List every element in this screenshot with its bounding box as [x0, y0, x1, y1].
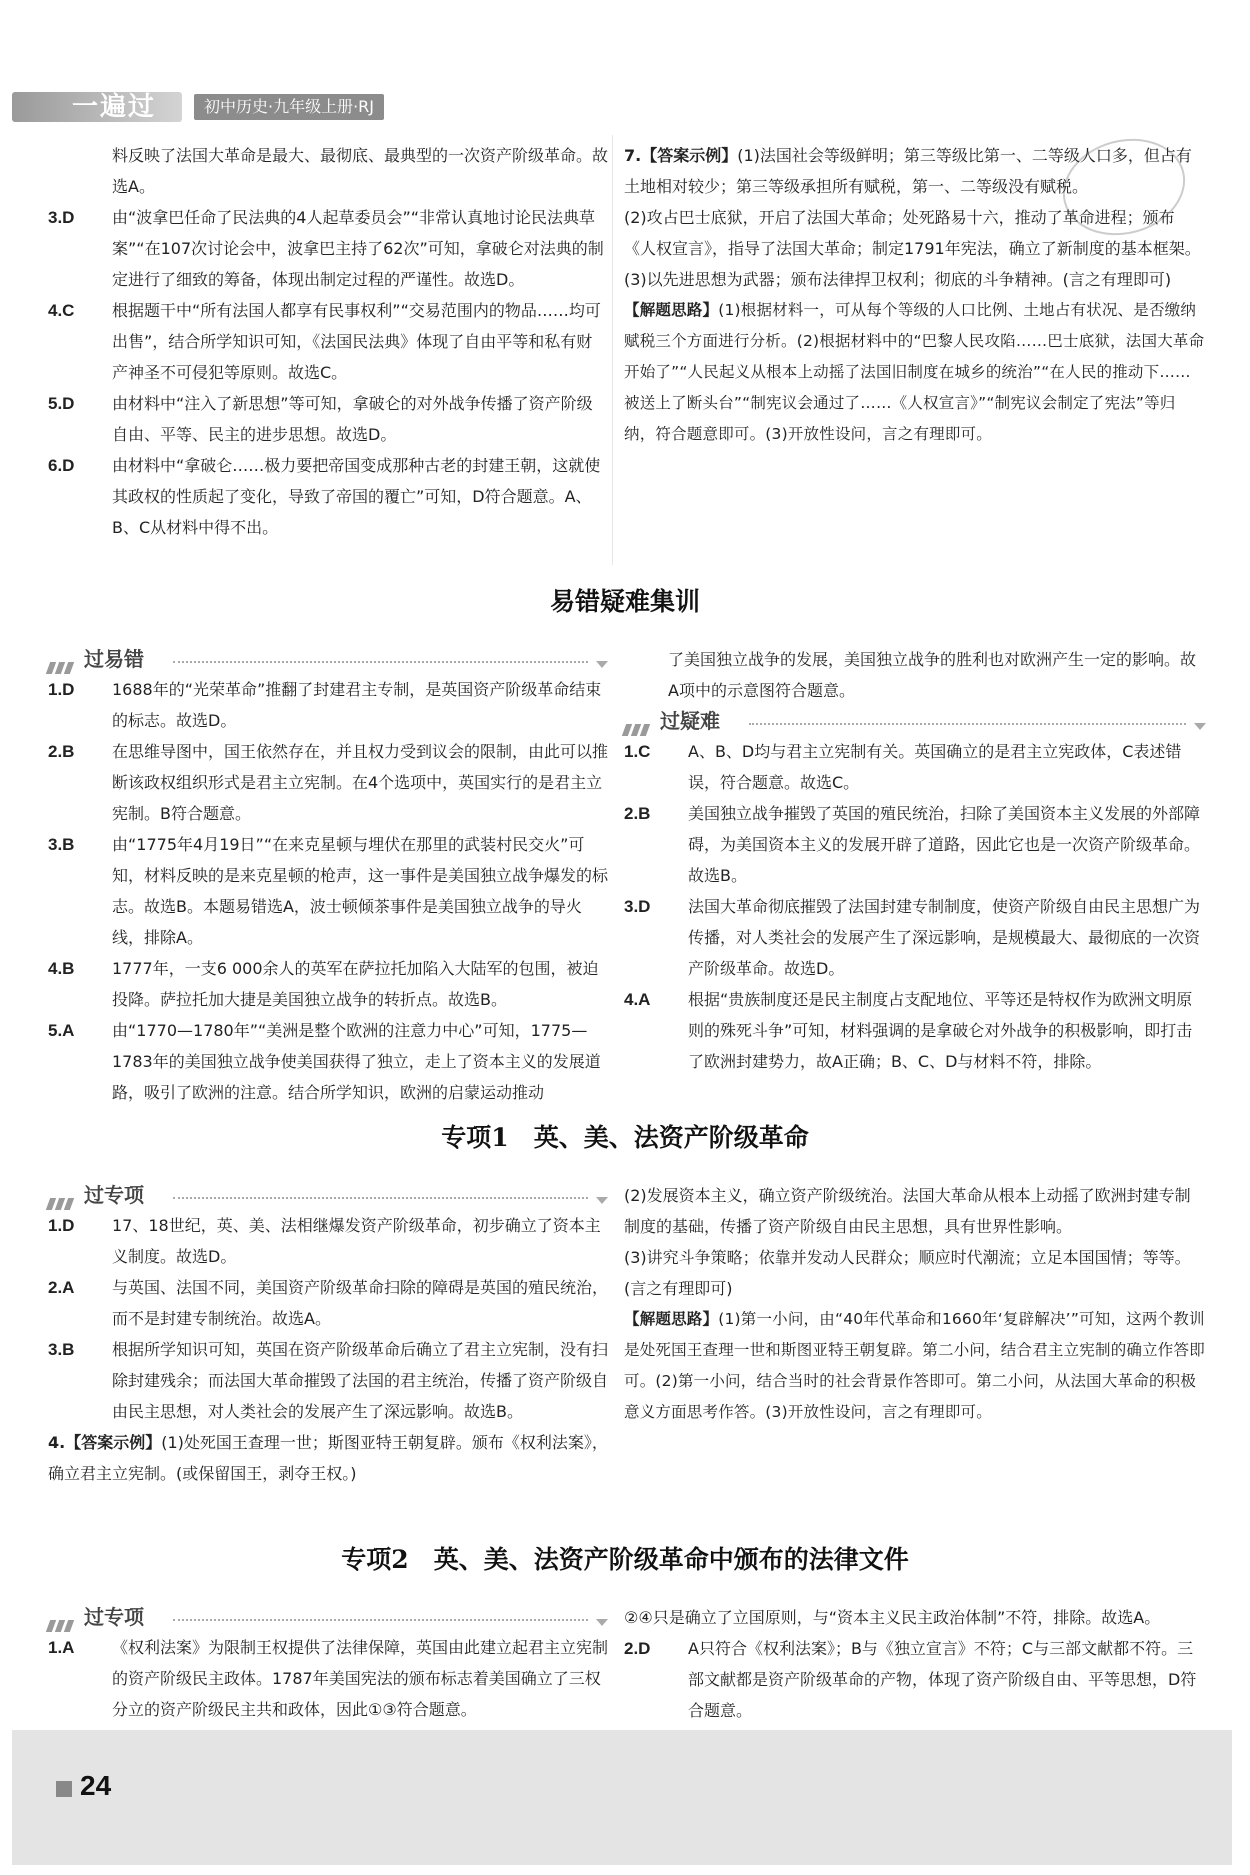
- triangle-icon: [596, 1197, 608, 1204]
- answer-text: (1)法国社会等级鲜明；第三等级比第一、二等级人口多，但占有土地相对较少；第三等级承担所有赋税，第一、二等级没有赋税。: [624, 146, 1192, 196]
- subhead-topic: [48, 1602, 608, 1632]
- answer-item: [48, 450, 608, 543]
- subhead-marks-icon: [48, 652, 78, 666]
- answer-text: 1688年的“光荣革命”推翻了封建君主专制，是英国资产阶级革命结束的标志。故选D。: [112, 680, 602, 730]
- answer-item-4: [48, 1427, 608, 1489]
- question-number: 4.: [48, 1433, 66, 1452]
- subhead-label: 过专项: [84, 1183, 144, 1207]
- section1-left-column: [48, 644, 608, 1108]
- question-number: 1.D: [48, 1216, 75, 1235]
- analysis-block: [624, 1304, 1206, 1428]
- subhead-marks-icon: [48, 1188, 78, 1202]
- answer-paragraph: (2)发展资本主义，确立资产阶级统治。法国大革命从根本上动摇了欧洲封建专制制度的基础，传播了资产阶级自由民主思想，具有世界性影响。: [624, 1186, 1191, 1236]
- analysis-text: (1)根据材料一，可从每个等级的人口比例、土地占有状况、是否缴纳赋税三个方面进行分析。(2)根据材料中的“巴黎人民攻陷……巴士底狱，法国大革命开始了”“人民起义从根本上动摇了法国旧制度在城乡的统治”“在人民的推动下……被送上了断头台”“制宪议会通过了……《人权宣言》”“制宪议会制定了宪法”等归纳，符合题意即可。(3)开放性设问，言之有理即可。: [624, 301, 1205, 443]
- answer-item: [48, 674, 608, 736]
- question-number: 3.D: [48, 208, 75, 227]
- question-number: 7.: [624, 146, 642, 165]
- question-number: 1.A: [48, 1638, 75, 1657]
- answer-text: 法国大革命彻底摧毁了法国封建专制制度，使资产阶级自由民主思想广为传播，对人类社会的发展产生了深远影响，是规模最大、最彻底的一次资产阶级革命。故选D。: [688, 897, 1201, 978]
- continued-text: 了美国独立战争的发展，美国独立战争的胜利也对欧洲产生一定的影响。故A项中的示意图符合题意。: [668, 650, 1197, 700]
- answer-item: [48, 953, 608, 1015]
- question-number: 6.D: [48, 456, 75, 475]
- question-number: 1.C: [624, 742, 651, 761]
- answer-text: 根据所学知识可知，英国在资产阶级革命后确立了君主立宪制，没有扫除封建残余；而法国大革命摧毁了法国的君主统治，传播了资产阶级自由民主思想，对人类社会的发展产生了深远影响。故选B。: [112, 1340, 609, 1421]
- answer-example-tag: 【答案示例】: [65, 1433, 162, 1452]
- answer-example-tag: 【答案示例】: [641, 146, 738, 165]
- subhead-marks-icon: [624, 714, 654, 728]
- section-title: 专项2 英、美、法资产阶级革命中颁布的法律文件: [341, 1545, 909, 1574]
- answer-item: [48, 1015, 608, 1108]
- question-number: 3.B: [48, 1340, 75, 1359]
- answer-text: 根据“贵族制度还是民主制度占支配地位、平等还是特权作为欧洲文明原则的殊死斗争”可知，材料强调的是拿破仑对外战争的积极影响，即打击了欧洲封建势力，故A正确；B、C、D与材料不符，排除。: [688, 990, 1193, 1071]
- triangle-icon: [596, 1619, 608, 1626]
- answer-text: 与英国、法国不同，美国资产阶级革命扫除的障碍是英国的殖民统治，而不是封建专制统治。故选A。: [112, 1278, 609, 1328]
- question-number: 4.A: [624, 990, 651, 1009]
- answer-item: [624, 984, 1206, 1077]
- answer-text: 《权利法案》为限制王权提供了法律保障，英国由此建立起君主立宪制的资产阶级民主政体。1787年美国宪法的颁布标志着美国确立了三权分立的资产阶级民主共和政体，因此①③符合题意。: [112, 1638, 609, 1719]
- analysis-tag: 【解题思路】: [624, 1310, 719, 1328]
- subhead-label: 过专项: [84, 1605, 144, 1629]
- answer-item: [624, 891, 1206, 984]
- answer-item: [624, 798, 1206, 891]
- dotted-rule: [749, 723, 1186, 725]
- section1-right-column: [624, 644, 1206, 1077]
- subhead-label: 过疑难: [660, 709, 720, 733]
- answer-item: [48, 1272, 608, 1334]
- footer-band: [12, 1730, 1232, 1865]
- section3-right-column: [624, 1602, 1206, 1726]
- subhead-label: 过易错: [84, 647, 144, 671]
- dotted-rule: [173, 1197, 588, 1199]
- question-number: 2.B: [48, 742, 75, 761]
- answer-text: (1)处死国王查理一世；斯图亚特王朝复辟。颁布《权利法案》，确立君主立宪制。(或保留国王，剥夺王权。): [48, 1433, 608, 1483]
- triangle-icon: [596, 661, 608, 668]
- answer-item: [624, 736, 1206, 798]
- answer-item: [48, 1632, 608, 1725]
- answer-item: [48, 388, 608, 450]
- answer-text: 由“波拿巴任命了民法典的4人起草委员会”“非常认真地讨论民法典草案”“在107次讨论会中，波拿巴主持了62次”可知，拿破仑对法典的制定进行了细致的筹备，体现出制定过程的严谨性。故选D。: [112, 208, 604, 289]
- answer-text: 由“1770—1780年”“美洲是整个欧洲的注意力中心”可知，1775—1783年的美国独立战争使美国获得了独立，走上了资本主义的发展道路，吸引了欧洲的注意。结合所学知识，欧洲的启蒙运动推动: [112, 1021, 601, 1102]
- question-number: 5.A: [48, 1021, 75, 1040]
- continued-text: ②④只是确立了立国原则，与“资本主义民主政治体制”不符，排除。故选A。: [624, 1608, 1161, 1627]
- subhead-mistakes: [48, 644, 608, 674]
- answer-item: [48, 140, 608, 202]
- answer-item: [48, 1210, 608, 1272]
- top-right-column: [624, 140, 1206, 450]
- subhead-marks-icon: [48, 1610, 78, 1624]
- logo: 一遍过: [12, 92, 182, 122]
- answer-text: A只符合《权利法案》；B与《独立宣言》不符；C与三部文献都不符。三部文献都是资产阶级革命的产物，体现了资产阶级自由、平等思想，D符合题意。: [688, 1639, 1197, 1720]
- section2-left-column: [48, 1180, 608, 1489]
- answer-item: [48, 1334, 608, 1427]
- section3-left-column: [48, 1602, 608, 1725]
- answer-text: 在思维导图中，国王依然存在，并且权力受到议会的限制，由此可以推断该政权组织形式是君主立宪制。在4个选项中，英国实行的是君主立宪制。B符合题意。: [112, 742, 609, 823]
- dotted-rule: [173, 661, 588, 663]
- question-number: 5.D: [48, 394, 75, 413]
- answer-paragraph: (2)攻占巴士底狱，开启了法国大革命；处死路易十六，推动了革命进程；颁布《人权宣言》，指导了法国大革命；制定1791年宪法，确立了新制度的基本框架。: [624, 208, 1201, 258]
- column-divider: [612, 135, 613, 565]
- question-number: 1.D: [48, 680, 75, 699]
- answer-paragraph: (3)以先进思想为武器；颁布法律捍卫权利；彻底的斗争精神。(言之有理即可): [624, 270, 1172, 289]
- answer-text: 根据题干中“所有法国人都享有民事权利”“交易范围内的物品……均可出售”，结合所学知识可知，《法国民法典》体现了自由平等和私有财产神圣不可侵犯等原则。故选C。: [112, 301, 601, 382]
- question-number: 2.D: [624, 1639, 651, 1658]
- answer-text: 料反映了法国大革命是最大、最彻底、最典型的一次资产阶级革命。故选A。: [112, 146, 609, 196]
- answer-text: 由“1775年4月19日”“在来克星顿与埋伏在那里的武装村民交火”可知，材料反映的是来克星顿的枪声，这一事件是美国独立战争爆发的标志。故选B。本题易错选A，波士顿倾茶事件是美国独立战争的导火线，排除A。: [112, 835, 609, 947]
- answer-text: 1777年，一支6 000余人的英军在萨拉托加陷入大陆军的包围，被迫投降。萨拉托加大捷是美国独立战争的转折点。故选B。: [112, 959, 599, 1009]
- analysis-block: [624, 295, 1206, 450]
- book-subtitle: 初中历史·九年级上册·RJ: [194, 94, 384, 120]
- section2-right-column: [624, 1180, 1206, 1428]
- dotted-rule: [173, 1619, 588, 1621]
- answer-item: [48, 736, 608, 829]
- subhead-topic: [48, 1180, 608, 1210]
- question-number: 4.B: [48, 959, 75, 978]
- question-number: 2.B: [624, 804, 651, 823]
- question-number: 3.D: [624, 897, 651, 916]
- question-number: 3.B: [48, 835, 75, 854]
- answer-text: 美国独立战争摧毁了英国的殖民统治，扫除了美国资本主义发展的外部障碍，为美国资本主义的发展开辟了道路，因此它也是一次资产阶级革命。故选B。: [688, 804, 1201, 885]
- answer-item: [48, 295, 608, 388]
- answer-text: 由材料中“注入了新思想”等可知，拿破仑的对外战争传播了资产阶级自由、平等、民主的进步思想。故选D。: [112, 394, 593, 444]
- answer-item-7: [624, 140, 1206, 202]
- top-left-column: [48, 140, 608, 543]
- triangle-icon: [1194, 723, 1206, 730]
- answer-text: 17、18世纪，英、美、法相继爆发资产阶级革命，初步确立了资本主义制度。故选D。: [112, 1216, 601, 1266]
- question-number: 2.A: [48, 1278, 75, 1297]
- analysis-tag: 【解题思路】: [624, 301, 719, 319]
- analysis-text: (1)第一小问，由“40年代革命和1660年‘复辟解决’”可知，这两个教训是处死国王查理一世和斯图亚特王朝复辟。第二小问，结合君主立宪制的确立作答即可。(2)第一小问，结合当时的社会背景作答即可。第二小问，从法国大革命的积极意义方面思考作答。(3)开放性设问，言之有理即可。: [624, 1310, 1205, 1421]
- answer-item: [48, 202, 608, 295]
- page-number: 24: [80, 1770, 112, 1801]
- header: [12, 92, 1232, 122]
- answer-paragraph: (3)讲究斗争策略；依靠并发动人民群众；顺应时代潮流；立足本国国情；等等。(言之有理即可): [624, 1248, 1191, 1298]
- subhead-difficult: [624, 706, 1206, 736]
- answer-text: A、B、D均与君主立宪制有关。英国确立的是君主立宪政体，C表述错误，符合题意。故选C。: [688, 742, 1182, 792]
- answer-item: [48, 829, 608, 953]
- section-title: 专项1 英、美、法资产阶级革命: [441, 1123, 809, 1152]
- answer-item: [624, 1633, 1206, 1726]
- answer-text: 由材料中“拿破仑……极力要把帝国变成那种古老的封建王朝，这就使其政权的性质起了变化，导致了帝国的覆亡”可知，D符合题意。A、B、C从材料中得不出。: [112, 456, 601, 537]
- page-marker-icon: [56, 1781, 72, 1797]
- section-title: 易错疑难集训: [549, 587, 700, 616]
- question-number: 4.C: [48, 301, 75, 320]
